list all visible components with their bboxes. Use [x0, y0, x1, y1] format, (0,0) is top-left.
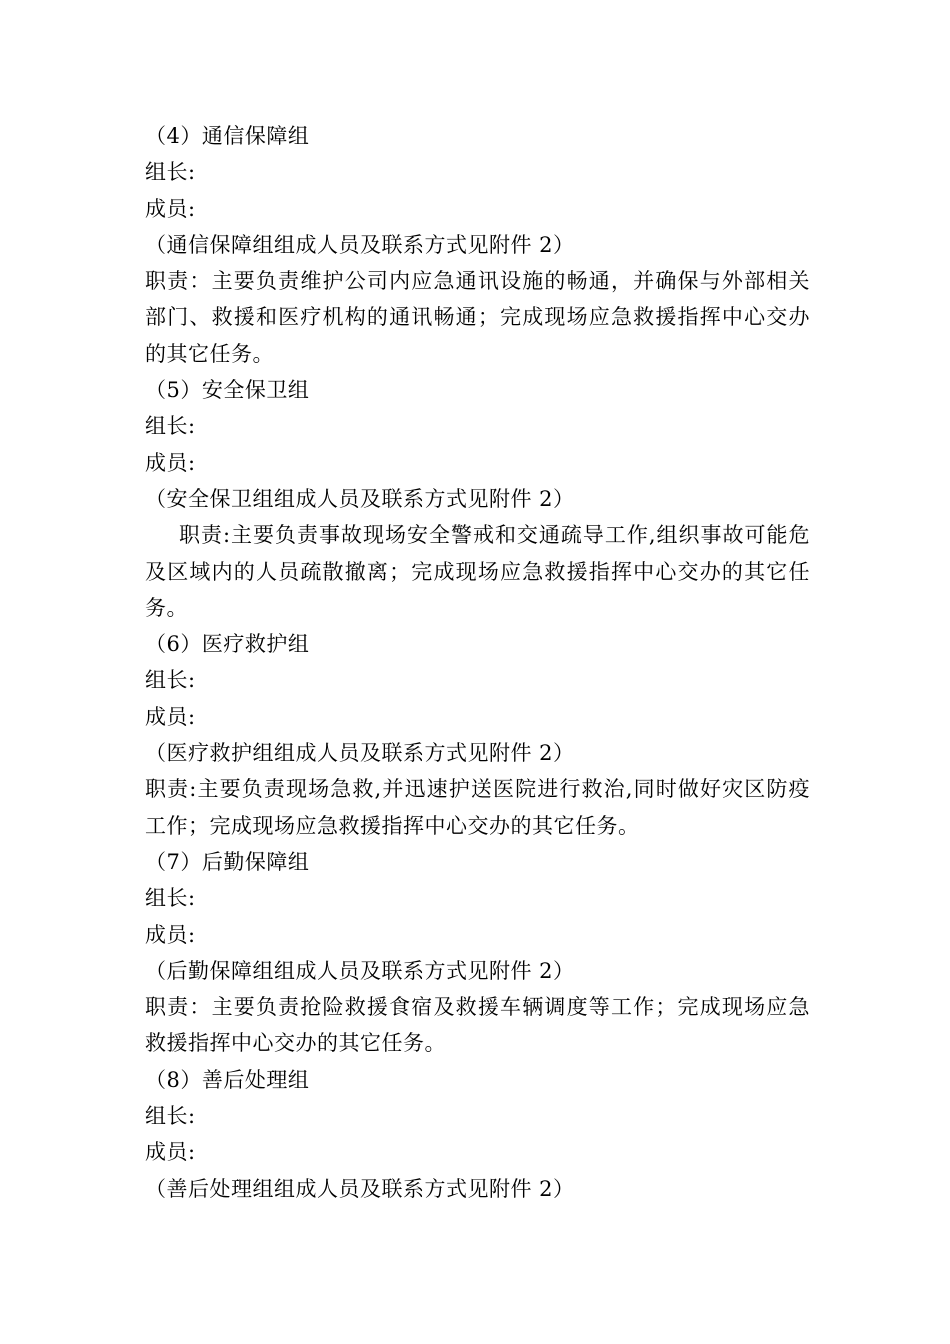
duty-paragraph: 职责:主要负责现场急救,并迅速护送医院进行救治,同时做好灾区防疫工作；完成现场应急救援指挥中心交办的其它任务。	[145, 777, 810, 838]
members-label: 成员:	[145, 704, 196, 729]
section-note: （善后处理组组成人员及联系方式见附件 2）	[145, 1176, 575, 1201]
section-heading: （8）善后处理组	[145, 1067, 310, 1092]
leader-label: 组长:	[145, 1104, 196, 1129]
section-note: （通信保障组组成人员及联系方式见附件 2）	[145, 232, 575, 257]
section-note: （医疗救护组组成人员及联系方式见附件 2）	[145, 741, 575, 766]
members-label: 成员:	[145, 922, 196, 947]
leader-label: 组长:	[145, 414, 196, 439]
section-note: （后勤保障组组成人员及联系方式见附件 2）	[145, 958, 575, 983]
document-page	[145, 118, 810, 1207]
leader-label: 组长:	[145, 886, 196, 911]
section-note: （安全保卫组组成人员及联系方式见附件 2）	[145, 486, 575, 511]
leader-label: 组长:	[145, 668, 196, 693]
members-label: 成员:	[145, 196, 196, 221]
leader-label: 组长:	[145, 160, 196, 185]
section-heading: （7）后勤保障组	[145, 849, 310, 874]
members-label: 成员:	[145, 1140, 196, 1165]
duty-paragraph: 职责:主要负责事故现场安全警戒和交通疏导工作,组织事故可能危及区域内的人员疏散撤离；完成现场应急救援指挥中心交办的其它任务。	[145, 523, 810, 620]
members-label: 成员:	[145, 450, 196, 475]
section-heading: （6）医疗救护组	[145, 632, 310, 657]
section-heading: （4）通信保障组	[145, 124, 310, 148]
section-heading: （5）安全保卫组	[145, 378, 310, 403]
duty-paragraph: 职责：主要负责维护公司内应急通讯设施的畅通，并确保与外部相关部门、救援和医疗机构的通讯畅通；完成现场应急救援指挥中心交办的其它任务。	[145, 269, 810, 366]
duty-paragraph: 职责：主要负责抢险救援食宿及救援车辆调度等工作；完成现场应急救援指挥中心交办的其它任务。	[145, 995, 810, 1056]
